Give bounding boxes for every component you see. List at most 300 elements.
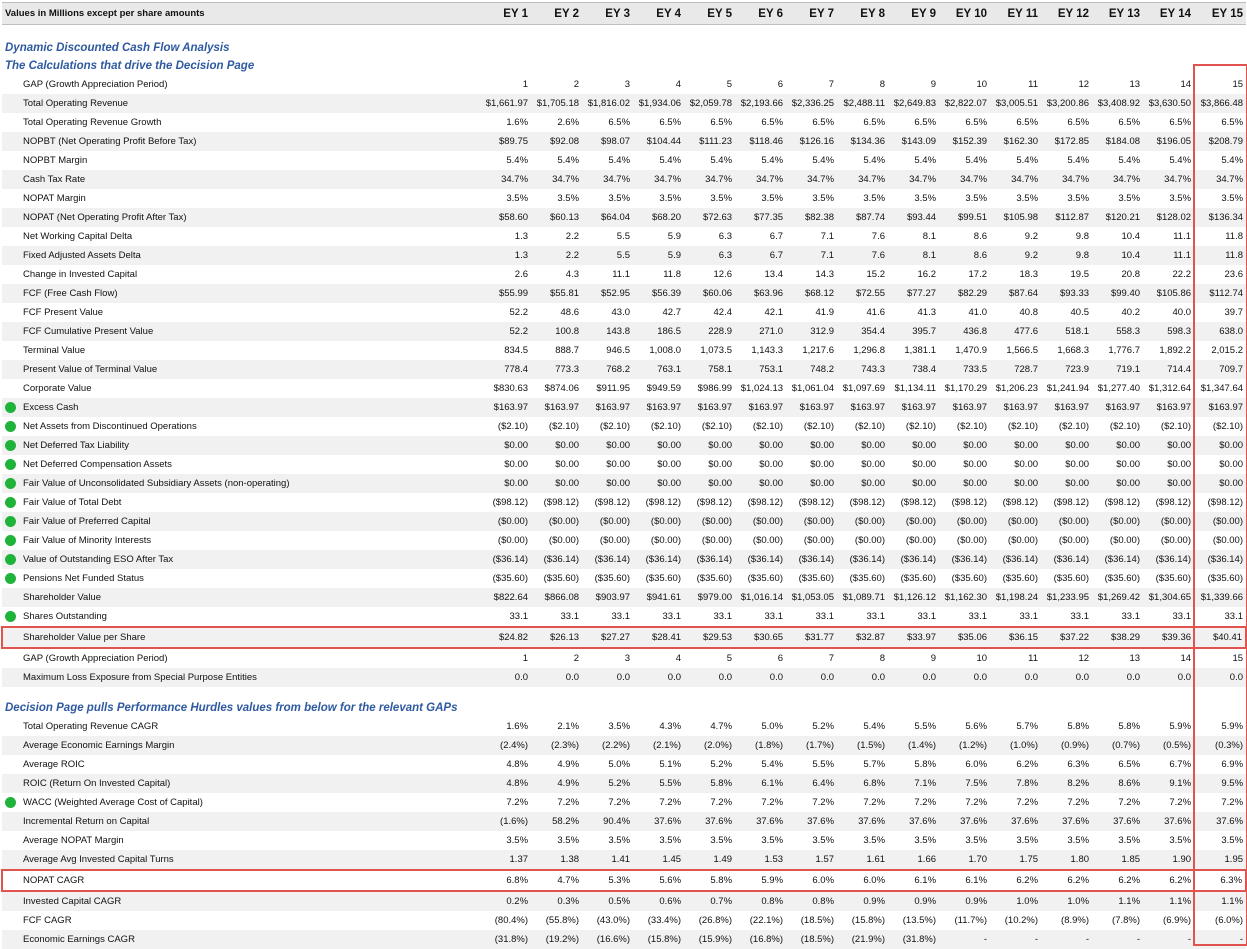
value-cell[interactable]: 0.3% xyxy=(531,891,582,911)
value-cell[interactable]: 42.4 xyxy=(684,303,735,322)
value-cell[interactable]: 1.3 xyxy=(480,246,531,265)
value-cell[interactable]: 3.5% xyxy=(684,189,735,208)
value-cell[interactable]: 5.8% xyxy=(888,755,939,774)
value-cell[interactable]: ($2.10) xyxy=(582,417,633,436)
value-cell[interactable]: 10 xyxy=(939,75,990,94)
year-header[interactable]: EY 5 xyxy=(684,3,735,25)
value-cell[interactable]: 7.2% xyxy=(786,793,837,812)
value-cell[interactable]: $0.00 xyxy=(1194,455,1246,474)
value-cell[interactable]: 946.5 xyxy=(582,341,633,360)
value-cell[interactable]: 6.4% xyxy=(786,774,837,793)
value-cell[interactable]: 9.5% xyxy=(1194,774,1246,793)
value-cell[interactable]: - xyxy=(990,930,1041,949)
value-cell[interactable]: 143.8 xyxy=(582,322,633,341)
value-cell[interactable]: 3 xyxy=(582,648,633,668)
value-cell[interactable]: $0.00 xyxy=(990,474,1041,493)
value-cell[interactable]: 7.2% xyxy=(888,793,939,812)
value-cell[interactable]: 1.0% xyxy=(1041,891,1092,911)
value-cell[interactable]: $0.00 xyxy=(888,474,939,493)
value-cell[interactable]: (43.0%) xyxy=(582,911,633,930)
value-cell[interactable]: ($0.00) xyxy=(480,531,531,550)
value-cell[interactable]: ($98.12) xyxy=(735,493,786,512)
value-cell[interactable]: 0.0 xyxy=(684,668,735,687)
value-cell[interactable]: $0.00 xyxy=(1041,474,1092,493)
value-cell[interactable]: 3.5% xyxy=(735,831,786,850)
value-cell[interactable]: 738.4 xyxy=(888,360,939,379)
value-cell[interactable]: $0.00 xyxy=(837,455,888,474)
value-cell[interactable]: ($0.00) xyxy=(1092,512,1143,531)
value-cell[interactable]: 7.5% xyxy=(939,774,990,793)
value-cell[interactable]: 1 xyxy=(480,648,531,668)
value-cell[interactable]: 436.8 xyxy=(939,322,990,341)
value-cell[interactable]: 3.5% xyxy=(990,189,1041,208)
value-cell[interactable]: 1,776.7 xyxy=(1092,341,1143,360)
value-cell[interactable]: 34.7% xyxy=(888,170,939,189)
value-cell[interactable]: 1.41 xyxy=(582,850,633,870)
value-cell[interactable]: $134.36 xyxy=(837,132,888,151)
value-cell[interactable]: $163.97 xyxy=(786,398,837,417)
value-cell[interactable]: 3.5% xyxy=(1143,831,1194,850)
value-cell[interactable]: 5.4% xyxy=(684,151,735,170)
value-cell[interactable]: 6.5% xyxy=(1194,113,1246,132)
value-cell[interactable]: 6.5% xyxy=(786,113,837,132)
value-cell[interactable]: $60.13 xyxy=(531,208,582,227)
value-cell[interactable]: 39.7 xyxy=(1194,303,1246,322)
value-cell[interactable]: 13.4 xyxy=(735,265,786,284)
value-cell[interactable]: 271.0 xyxy=(735,322,786,341)
value-cell[interactable]: ($36.14) xyxy=(939,550,990,569)
value-cell[interactable]: 12 xyxy=(1041,648,1092,668)
value-cell[interactable]: 638.0 xyxy=(1194,322,1246,341)
value-cell[interactable]: $1,277.40 xyxy=(1092,379,1143,398)
value-cell[interactable]: 6.5% xyxy=(837,113,888,132)
value-cell[interactable]: 3.5% xyxy=(837,189,888,208)
value-cell[interactable]: 6.5% xyxy=(1092,755,1143,774)
value-cell[interactable]: 3.5% xyxy=(1143,189,1194,208)
value-cell[interactable]: 6.5% xyxy=(939,113,990,132)
value-cell[interactable]: ($35.60) xyxy=(684,569,735,588)
value-cell[interactable]: 3.5% xyxy=(786,831,837,850)
value-cell[interactable]: 15 xyxy=(1194,648,1246,668)
value-cell[interactable]: 0.0 xyxy=(582,668,633,687)
value-cell[interactable]: 9.8 xyxy=(1041,227,1092,246)
value-cell[interactable]: ($0.00) xyxy=(633,512,684,531)
value-cell[interactable]: 34.7% xyxy=(1143,170,1194,189)
value-cell[interactable]: 5.4% xyxy=(939,151,990,170)
value-cell[interactable]: $0.00 xyxy=(939,455,990,474)
value-cell[interactable]: 3.5% xyxy=(1041,189,1092,208)
value-cell[interactable]: 7.2% xyxy=(939,793,990,812)
value-cell[interactable]: 37.6% xyxy=(990,812,1041,831)
value-cell[interactable]: 3.5% xyxy=(633,189,684,208)
value-cell[interactable]: 2.1% xyxy=(531,717,582,736)
value-cell[interactable]: $830.63 xyxy=(480,379,531,398)
value-cell[interactable]: (2.3%) xyxy=(531,736,582,755)
value-cell[interactable]: 90.4% xyxy=(582,812,633,831)
value-cell[interactable]: 834.5 xyxy=(480,341,531,360)
value-cell[interactable]: ($0.00) xyxy=(1041,512,1092,531)
value-cell[interactable]: 7.1% xyxy=(888,774,939,793)
value-cell[interactable]: 773.3 xyxy=(531,360,582,379)
value-cell[interactable]: $1,661.97 xyxy=(480,94,531,113)
value-cell[interactable]: ($98.12) xyxy=(1092,493,1143,512)
value-cell[interactable]: $31.77 xyxy=(786,627,837,648)
value-cell[interactable]: 733.5 xyxy=(939,360,990,379)
value-cell[interactable]: 9.8 xyxy=(1041,246,1092,265)
value-cell[interactable]: $82.29 xyxy=(939,284,990,303)
value-cell[interactable]: 4.3% xyxy=(633,717,684,736)
value-cell[interactable]: $111.23 xyxy=(684,132,735,151)
value-cell[interactable]: 3.5% xyxy=(480,189,531,208)
value-cell[interactable]: $0.00 xyxy=(990,455,1041,474)
value-cell[interactable]: 37.6% xyxy=(684,812,735,831)
value-cell[interactable]: $903.97 xyxy=(582,588,633,607)
value-cell[interactable]: 8.2% xyxy=(1041,774,1092,793)
value-cell[interactable]: 5.9% xyxy=(1194,717,1246,736)
value-cell[interactable]: $3,200.86 xyxy=(1041,94,1092,113)
value-cell[interactable]: 7.1 xyxy=(786,246,837,265)
value-cell[interactable]: 18.3 xyxy=(990,265,1041,284)
year-header[interactable]: EY 13 xyxy=(1092,3,1143,25)
value-cell[interactable]: 5.4% xyxy=(1041,151,1092,170)
value-cell[interactable]: $0.00 xyxy=(1143,455,1194,474)
value-cell[interactable]: 4.7% xyxy=(684,717,735,736)
value-cell[interactable]: 52.2 xyxy=(480,322,531,341)
value-cell[interactable]: 0.2% xyxy=(480,891,531,911)
value-cell[interactable]: $163.97 xyxy=(684,398,735,417)
value-cell[interactable]: 33.1 xyxy=(1092,607,1143,627)
value-cell[interactable]: 3.5% xyxy=(786,189,837,208)
value-cell[interactable]: ($2.10) xyxy=(531,417,582,436)
value-cell[interactable]: 714.4 xyxy=(1143,360,1194,379)
value-cell[interactable]: $949.59 xyxy=(633,379,684,398)
year-header[interactable]: EY 1 xyxy=(480,3,531,25)
value-cell[interactable]: 709.7 xyxy=(1194,360,1246,379)
value-cell[interactable]: (26.8%) xyxy=(684,911,735,930)
value-cell[interactable]: ($2.10) xyxy=(633,417,684,436)
value-cell[interactable]: 40.8 xyxy=(990,303,1041,322)
value-cell[interactable]: 33.1 xyxy=(990,607,1041,627)
value-cell[interactable]: 5 xyxy=(684,648,735,668)
value-cell[interactable]: 6.2% xyxy=(990,870,1041,891)
value-cell[interactable]: 7.6 xyxy=(837,227,888,246)
value-cell[interactable]: ($35.60) xyxy=(633,569,684,588)
value-cell[interactable]: ($35.60) xyxy=(1194,569,1246,588)
value-cell[interactable]: 9 xyxy=(888,648,939,668)
value-cell[interactable]: 1,470.9 xyxy=(939,341,990,360)
value-cell[interactable]: $87.74 xyxy=(837,208,888,227)
value-cell[interactable]: $2,193.66 xyxy=(735,94,786,113)
value-cell[interactable]: 37.6% xyxy=(888,812,939,831)
value-cell[interactable]: $0.00 xyxy=(480,455,531,474)
value-cell[interactable]: $0.00 xyxy=(735,455,786,474)
value-cell[interactable]: (2.1%) xyxy=(633,736,684,755)
value-cell[interactable]: 58.2% xyxy=(531,812,582,831)
value-cell[interactable]: $1,024.13 xyxy=(735,379,786,398)
value-cell[interactable]: 0.0 xyxy=(735,668,786,687)
value-cell[interactable]: ($2.10) xyxy=(684,417,735,436)
value-cell[interactable]: $77.35 xyxy=(735,208,786,227)
value-cell[interactable]: $1,347.64 xyxy=(1194,379,1246,398)
value-cell[interactable]: 1.1% xyxy=(1092,891,1143,911)
value-cell[interactable]: ($0.00) xyxy=(786,512,837,531)
value-cell[interactable]: 0.0 xyxy=(1194,668,1246,687)
value-cell[interactable]: 395.7 xyxy=(888,322,939,341)
value-cell[interactable]: (2.0%) xyxy=(684,736,735,755)
value-cell[interactable]: $72.63 xyxy=(684,208,735,227)
value-cell[interactable]: 10.4 xyxy=(1092,227,1143,246)
value-cell[interactable]: ($98.12) xyxy=(1194,493,1246,512)
value-cell[interactable]: 1.80 xyxy=(1041,850,1092,870)
value-cell[interactable]: 5.4% xyxy=(1143,151,1194,170)
value-cell[interactable]: 6.3 xyxy=(684,227,735,246)
value-cell[interactable]: 1,073.5 xyxy=(684,341,735,360)
value-cell[interactable]: ($98.12) xyxy=(480,493,531,512)
value-cell[interactable]: (15.8%) xyxy=(633,930,684,949)
value-cell[interactable]: 33.1 xyxy=(837,607,888,627)
value-cell[interactable]: $120.21 xyxy=(1092,208,1143,227)
value-cell[interactable]: ($2.10) xyxy=(480,417,531,436)
value-cell[interactable]: 34.7% xyxy=(531,170,582,189)
value-cell[interactable]: 8.6 xyxy=(939,246,990,265)
value-cell[interactable]: 9.2 xyxy=(990,246,1041,265)
value-cell[interactable]: $0.00 xyxy=(888,455,939,474)
value-cell[interactable]: ($0.00) xyxy=(1041,531,1092,550)
value-cell[interactable]: $38.29 xyxy=(1092,627,1143,648)
value-cell[interactable]: 34.7% xyxy=(480,170,531,189)
value-cell[interactable]: $0.00 xyxy=(1092,436,1143,455)
value-cell[interactable]: 0.5% xyxy=(582,891,633,911)
value-cell[interactable]: 2,015.2 xyxy=(1194,341,1246,360)
value-cell[interactable]: $196.05 xyxy=(1143,132,1194,151)
value-cell[interactable]: 1.3 xyxy=(480,227,531,246)
value-cell[interactable]: 12 xyxy=(1041,75,1092,94)
value-cell[interactable]: 1.0% xyxy=(990,891,1041,911)
value-cell[interactable]: 34.7% xyxy=(1194,170,1246,189)
value-cell[interactable]: ($98.12) xyxy=(1041,493,1092,512)
value-cell[interactable]: $152.39 xyxy=(939,132,990,151)
value-cell[interactable]: 4.7% xyxy=(531,870,582,891)
value-cell[interactable]: $163.97 xyxy=(1092,398,1143,417)
value-cell[interactable]: 5.4% xyxy=(1092,151,1143,170)
value-cell[interactable]: 5.2% xyxy=(582,774,633,793)
value-cell[interactable]: 3.5% xyxy=(888,831,939,850)
value-cell[interactable]: (33.4%) xyxy=(633,911,684,930)
value-cell[interactable]: ($98.12) xyxy=(633,493,684,512)
value-cell[interactable]: 4.9% xyxy=(531,774,582,793)
value-cell[interactable]: 14.3 xyxy=(786,265,837,284)
value-cell[interactable]: 11.1 xyxy=(1143,227,1194,246)
value-cell[interactable]: (11.7%) xyxy=(939,911,990,930)
value-cell[interactable]: ($35.60) xyxy=(1041,569,1092,588)
value-cell[interactable]: $979.00 xyxy=(684,588,735,607)
value-cell[interactable]: 34.7% xyxy=(735,170,786,189)
value-cell[interactable]: ($0.00) xyxy=(888,512,939,531)
value-cell[interactable]: 3.5% xyxy=(1041,831,1092,850)
value-cell[interactable]: 3.5% xyxy=(582,717,633,736)
value-cell[interactable]: $2,488.11 xyxy=(837,94,888,113)
value-cell[interactable]: $1,016.14 xyxy=(735,588,786,607)
value-cell[interactable]: 753.1 xyxy=(735,360,786,379)
value-cell[interactable]: $37.22 xyxy=(1041,627,1092,648)
value-cell[interactable]: (15.9%) xyxy=(684,930,735,949)
value-cell[interactable]: 5.1% xyxy=(633,755,684,774)
value-cell[interactable]: 5.2% xyxy=(786,717,837,736)
value-cell[interactable]: $56.39 xyxy=(633,284,684,303)
value-cell[interactable]: $184.08 xyxy=(1092,132,1143,151)
value-cell[interactable]: $2,059.78 xyxy=(684,94,735,113)
value-cell[interactable]: 33.1 xyxy=(786,607,837,627)
value-cell[interactable]: 1.70 xyxy=(939,850,990,870)
value-cell[interactable]: $143.09 xyxy=(888,132,939,151)
value-cell[interactable]: 41.0 xyxy=(939,303,990,322)
value-cell[interactable]: 768.2 xyxy=(582,360,633,379)
value-cell[interactable]: 42.7 xyxy=(633,303,684,322)
value-cell[interactable]: 6.7% xyxy=(1143,755,1194,774)
value-cell[interactable]: 354.4 xyxy=(837,322,888,341)
value-cell[interactable]: 1 xyxy=(480,75,531,94)
value-cell[interactable]: 5.4% xyxy=(531,151,582,170)
value-cell[interactable]: 2 xyxy=(531,75,582,94)
value-cell[interactable]: 22.2 xyxy=(1143,265,1194,284)
value-cell[interactable]: $92.08 xyxy=(531,132,582,151)
value-cell[interactable]: (7.8%) xyxy=(1092,911,1143,930)
value-cell[interactable]: (10.2%) xyxy=(990,911,1041,930)
value-cell[interactable]: ($0.00) xyxy=(531,531,582,550)
value-cell[interactable]: $3,005.51 xyxy=(990,94,1041,113)
value-cell[interactable]: $64.04 xyxy=(582,208,633,227)
year-header[interactable]: EY 11 xyxy=(990,3,1041,25)
value-cell[interactable]: 34.7% xyxy=(786,170,837,189)
value-cell[interactable]: 7.2% xyxy=(990,793,1041,812)
value-cell[interactable]: $27.27 xyxy=(582,627,633,648)
value-cell[interactable]: 5.4% xyxy=(582,151,633,170)
value-cell[interactable]: 1,217.6 xyxy=(786,341,837,360)
value-cell[interactable]: 3.5% xyxy=(480,831,531,850)
value-cell[interactable]: (55.8%) xyxy=(531,911,582,930)
value-cell[interactable]: ($2.10) xyxy=(1092,417,1143,436)
value-cell[interactable]: $93.33 xyxy=(1041,284,1092,303)
value-cell[interactable]: 41.9 xyxy=(786,303,837,322)
value-cell[interactable]: $2,336.25 xyxy=(786,94,837,113)
value-cell[interactable]: 100.8 xyxy=(531,322,582,341)
value-cell[interactable]: 8 xyxy=(837,648,888,668)
value-cell[interactable]: 1.85 xyxy=(1092,850,1143,870)
value-cell[interactable]: 6.5% xyxy=(582,113,633,132)
value-cell[interactable]: 8 xyxy=(837,75,888,94)
value-cell[interactable]: 5.7% xyxy=(837,755,888,774)
value-cell[interactable]: $1,312.64 xyxy=(1143,379,1194,398)
value-cell[interactable]: 7.2% xyxy=(1092,793,1143,812)
value-cell[interactable]: 5.8% xyxy=(1092,717,1143,736)
value-cell[interactable]: 0.6% xyxy=(633,891,684,911)
value-cell[interactable]: ($2.10) xyxy=(837,417,888,436)
value-cell[interactable]: 1,668.3 xyxy=(1041,341,1092,360)
value-cell[interactable]: 5.9 xyxy=(633,246,684,265)
value-cell[interactable]: 11 xyxy=(990,648,1041,668)
value-cell[interactable]: ($36.14) xyxy=(633,550,684,569)
value-cell[interactable]: (2.2%) xyxy=(582,736,633,755)
value-cell[interactable]: 0.8% xyxy=(786,891,837,911)
value-cell[interactable]: 186.5 xyxy=(633,322,684,341)
value-cell[interactable]: 0.0 xyxy=(480,668,531,687)
value-cell[interactable]: ($0.00) xyxy=(684,512,735,531)
value-cell[interactable]: 5.4% xyxy=(837,717,888,736)
value-cell[interactable]: $55.99 xyxy=(480,284,531,303)
value-cell[interactable]: $52.95 xyxy=(582,284,633,303)
value-cell[interactable]: 23.6 xyxy=(1194,265,1246,284)
value-cell[interactable]: 7.2% xyxy=(837,793,888,812)
value-cell[interactable]: $0.00 xyxy=(684,455,735,474)
value-cell[interactable]: 719.1 xyxy=(1092,360,1143,379)
value-cell[interactable]: 2.6% xyxy=(531,113,582,132)
value-cell[interactable]: ($0.00) xyxy=(1092,531,1143,550)
value-cell[interactable]: (1.4%) xyxy=(888,736,939,755)
value-cell[interactable]: $126.16 xyxy=(786,132,837,151)
value-cell[interactable]: 5.7% xyxy=(990,717,1041,736)
value-cell[interactable]: 0.0 xyxy=(1143,668,1194,687)
value-cell[interactable]: ($2.10) xyxy=(888,417,939,436)
value-cell[interactable]: 3.5% xyxy=(684,831,735,850)
value-cell[interactable]: ($0.00) xyxy=(939,531,990,550)
value-cell[interactable]: 15 xyxy=(1194,75,1246,94)
value-cell[interactable]: $136.34 xyxy=(1194,208,1246,227)
value-cell[interactable]: 10 xyxy=(939,648,990,668)
value-cell[interactable]: 9 xyxy=(888,75,939,94)
year-header[interactable]: EY 2 xyxy=(531,3,582,25)
value-cell[interactable]: $1,198.24 xyxy=(990,588,1041,607)
value-cell[interactable]: 2.6 xyxy=(480,265,531,284)
value-cell[interactable]: 34.7% xyxy=(1041,170,1092,189)
value-cell[interactable]: $0.00 xyxy=(684,474,735,493)
value-cell[interactable]: 6.7 xyxy=(735,227,786,246)
value-cell[interactable]: ($35.60) xyxy=(582,569,633,588)
value-cell[interactable]: $58.60 xyxy=(480,208,531,227)
value-cell[interactable]: 5.0% xyxy=(582,755,633,774)
value-cell[interactable]: $0.00 xyxy=(480,474,531,493)
value-cell[interactable]: $77.27 xyxy=(888,284,939,303)
value-cell[interactable]: ($98.12) xyxy=(531,493,582,512)
value-cell[interactable]: ($36.14) xyxy=(1143,550,1194,569)
value-cell[interactable]: $0.00 xyxy=(531,474,582,493)
value-cell[interactable]: $163.97 xyxy=(939,398,990,417)
value-cell[interactable]: $874.06 xyxy=(531,379,582,398)
value-cell[interactable]: 723.9 xyxy=(1041,360,1092,379)
value-cell[interactable]: 34.7% xyxy=(582,170,633,189)
value-cell[interactable]: ($0.00) xyxy=(990,512,1041,531)
value-cell[interactable]: (31.8%) xyxy=(888,930,939,949)
value-cell[interactable]: $163.97 xyxy=(633,398,684,417)
value-cell[interactable]: - xyxy=(1143,930,1194,949)
value-cell[interactable]: 16.2 xyxy=(888,265,939,284)
value-cell[interactable]: 11 xyxy=(990,75,1041,94)
value-cell[interactable]: $0.00 xyxy=(1092,474,1143,493)
value-cell[interactable]: ($35.60) xyxy=(786,569,837,588)
value-cell[interactable]: 33.1 xyxy=(684,607,735,627)
value-cell[interactable]: 6.2% xyxy=(1092,870,1143,891)
value-cell[interactable]: ($35.60) xyxy=(990,569,1041,588)
year-header[interactable]: EY 7 xyxy=(786,3,837,25)
value-cell[interactable]: 8.1 xyxy=(888,246,939,265)
value-cell[interactable]: ($36.14) xyxy=(582,550,633,569)
value-cell[interactable]: $26.13 xyxy=(531,627,582,648)
value-cell[interactable]: 13 xyxy=(1092,75,1143,94)
year-header[interactable]: EY 14 xyxy=(1143,3,1194,25)
value-cell[interactable]: $163.97 xyxy=(990,398,1041,417)
value-cell[interactable]: 1.1% xyxy=(1143,891,1194,911)
value-cell[interactable]: ($36.14) xyxy=(990,550,1041,569)
value-cell[interactable]: 5.5 xyxy=(582,227,633,246)
